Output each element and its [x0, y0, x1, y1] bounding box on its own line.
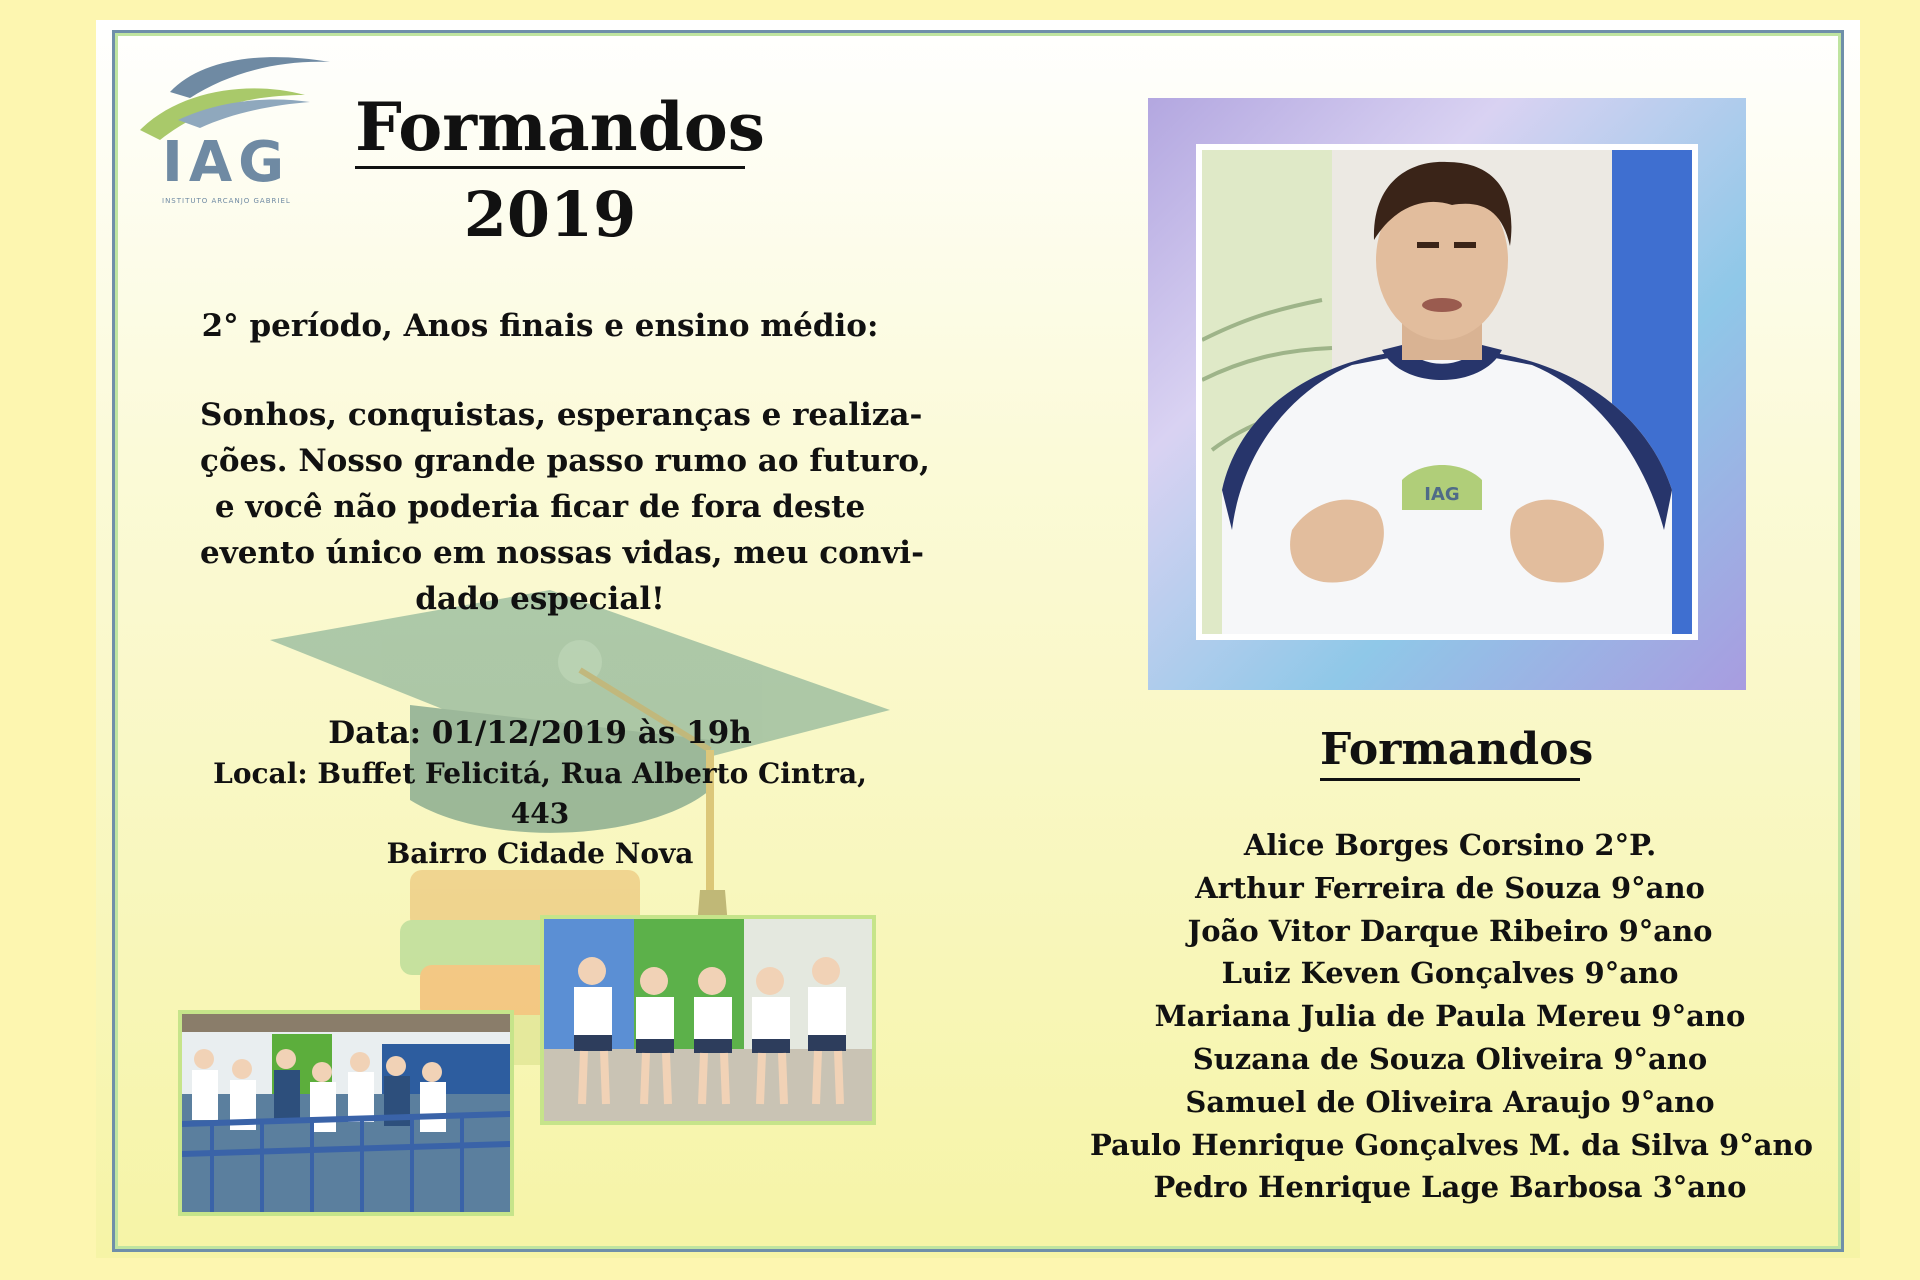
graduate-name: Pedro Henrique Lage Barbosa 3°ano [1153, 1170, 1747, 1205]
event-subtitle: 2° período, Anos finais e ensino médio: [201, 308, 879, 344]
logo-subtitle: INSTITUTO ARCANJO GABRIEL [162, 197, 291, 205]
event-neighborhood: Bairro Cidade Nova [386, 837, 694, 870]
graduate-name: Mariana Julia de Paula Mereu 9°ano [1154, 999, 1746, 1034]
event-date: Data: 01/12/2019 às 19h [328, 715, 752, 751]
message-line: evento único em nossas vidas, meu convi- [200, 535, 924, 571]
message-line: Sonhos, conquistas, esperanças e realiza- [200, 397, 923, 433]
invitation-message [200, 392, 930, 622]
svg-text:IAG: IAG [1424, 484, 1460, 505]
page-title: Formandos [355, 88, 745, 169]
graduate-name: Arthur Ferreira de Souza 9°ano [1195, 870, 1705, 905]
group-photo-students-image [182, 1014, 510, 1212]
graduate-name: Samuel de Oliveira Araujo 9°ano [1185, 1084, 1715, 1119]
graduate-name: João Vitor Darque Ribeiro 9°ano [1187, 913, 1713, 948]
graduate-name: Luiz Keven Gonçalves 9°ano [1221, 956, 1679, 991]
event-details [180, 712, 900, 874]
message-line: e você não poderia ficar de fora deste [214, 489, 866, 525]
group-photo-children [540, 915, 876, 1125]
graduate-name: Alice Borges Corsino 2°P. [1243, 828, 1657, 862]
graduates-heading: Formandos [1320, 722, 1580, 781]
message-line: dado especial! [415, 581, 665, 617]
graduate-name: Suzana de Souza Oliveira 9°ano [1192, 1041, 1708, 1076]
group-photo-students [178, 1010, 514, 1216]
graduates-list [1090, 824, 1813, 1209]
message-line: ções. Nosso grande passo rumo ao futuro, [200, 443, 930, 479]
group-photo-children-image [544, 919, 872, 1121]
graduate-portrait-image [1202, 150, 1692, 634]
logo-wordmark: IAG [162, 130, 291, 195]
graduate-name: Paulo Henrique Gonçalves M. da Silva 9°ano [1090, 1127, 1813, 1162]
page-year: 2019 [463, 178, 637, 251]
graduate-portrait [1196, 144, 1698, 640]
event-location: Local: Buffet Felicitá, Rua Alberto Cintra, 443 [213, 757, 867, 830]
